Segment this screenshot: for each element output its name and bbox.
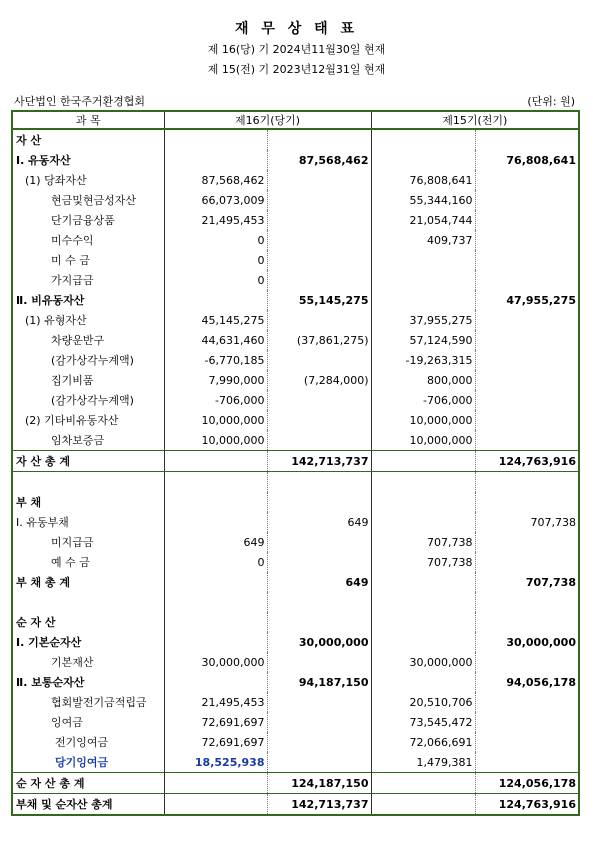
- current-detail-value: -6,770,185: [164, 350, 267, 370]
- table-row: [12, 472, 579, 493]
- account-label: 부 채 총 계: [16, 576, 70, 589]
- prior-detail-value: [371, 773, 475, 794]
- current-total-value: [267, 612, 371, 632]
- current-detail-value: 66,073,009: [164, 190, 267, 210]
- prior-detail-value: 1,479,381: [371, 752, 475, 773]
- current-detail-value: 10,000,000: [164, 410, 267, 430]
- table-row: [12, 290, 579, 310]
- prior-total-value: 30,000,000: [475, 632, 579, 652]
- current-detail-value: [164, 572, 267, 592]
- current-total-value: [267, 532, 371, 552]
- account-label: (1) 당좌자산: [25, 174, 87, 187]
- current-detail-value: 45,145,275: [164, 310, 267, 330]
- account-label: 집기비품: [51, 374, 94, 387]
- current-total-value: 649: [267, 512, 371, 532]
- table-row: [12, 732, 579, 752]
- account-label: 차량운반구: [51, 334, 105, 347]
- current-total-value: [267, 752, 371, 773]
- column-header-current: 제16기(당기): [164, 111, 371, 129]
- account-label: 미지급금: [51, 536, 94, 549]
- table-row: [12, 270, 579, 290]
- table-row: [12, 330, 579, 350]
- account-label-text: 당기잉여금: [55, 756, 109, 769]
- table-row: [12, 170, 579, 190]
- current-total-value: [267, 310, 371, 330]
- table-row: [12, 370, 579, 390]
- table-row: [12, 592, 579, 612]
- current-total-value: [267, 210, 371, 230]
- current-detail-value: -706,000: [164, 390, 267, 410]
- account-label: 순 자 산: [16, 616, 56, 629]
- account-label: 미수수익: [51, 234, 94, 247]
- current-total-value: 142,713,737: [267, 794, 371, 816]
- table-row: [12, 512, 579, 532]
- prior-detail-value: 57,124,590: [371, 330, 475, 350]
- table-row: [12, 692, 579, 712]
- current-total-value: [267, 270, 371, 290]
- account-label: (2) 기타비유동자산: [25, 414, 119, 427]
- account-label: [12, 592, 164, 612]
- current-detail-value: 0: [164, 230, 267, 250]
- current-total-value: 30,000,000: [267, 632, 371, 652]
- prior-detail-value: [371, 592, 475, 612]
- current-detail-value: [164, 451, 267, 472]
- unit-label: (단위: 원): [527, 95, 575, 108]
- current-total-value: [267, 430, 371, 451]
- current-detail-value: 72,691,697: [164, 712, 267, 732]
- prior-detail-value: 409,737: [371, 230, 475, 250]
- prior-detail-value: 72,066,691: [371, 732, 475, 752]
- prior-total-value: [475, 410, 579, 430]
- table-row: [12, 190, 579, 210]
- prior-detail-value: [371, 472, 475, 493]
- current-total-value: [267, 712, 371, 732]
- prior-total-value: [475, 390, 579, 410]
- account-label: 잉여금: [51, 716, 83, 729]
- prior-total-value: 124,056,178: [475, 773, 579, 794]
- table-row: [12, 612, 579, 632]
- prior-detail-value: [371, 632, 475, 652]
- prior-detail-value: 10,000,000: [371, 430, 475, 451]
- current-total-value: [267, 410, 371, 430]
- table-row: [12, 310, 579, 330]
- prior-total-value: [475, 592, 579, 612]
- account-label: [12, 472, 164, 493]
- table-row: [12, 390, 579, 410]
- prior-detail-value: [371, 270, 475, 290]
- prior-total-value: [475, 210, 579, 230]
- current-detail-value: 649: [164, 532, 267, 552]
- current-total-value: [267, 472, 371, 493]
- current-detail-value: [164, 492, 267, 512]
- current-total-value: [267, 129, 371, 150]
- current-detail-value: 0: [164, 250, 267, 270]
- prior-detail-value: 10,000,000: [371, 410, 475, 430]
- table-row: [12, 752, 579, 773]
- current-total-value: [267, 692, 371, 712]
- account-label: 순 자 산 총 계: [12, 773, 164, 794]
- current-detail-value: [164, 773, 267, 794]
- account-label: Ⅱ. 비유동자산: [16, 294, 85, 307]
- current-total-value: 649: [267, 572, 371, 592]
- table-row: [12, 150, 579, 170]
- current-detail-value: 0: [164, 270, 267, 290]
- current-detail-value: 44,631,460: [164, 330, 267, 350]
- prior-detail-value: 73,545,472: [371, 712, 475, 732]
- account-label: 예 수 금: [51, 556, 90, 569]
- current-detail-value: 87,568,462: [164, 170, 267, 190]
- prior-total-value: [475, 330, 579, 350]
- prior-detail-value: 55,344,160: [371, 190, 475, 210]
- table-row: [12, 350, 579, 370]
- current-detail-value: 7,990,000: [164, 370, 267, 390]
- prior-total-value: [475, 129, 579, 150]
- current-total-value: [267, 170, 371, 190]
- prior-total-value: [475, 370, 579, 390]
- statement-title: 재 무 상 태 표: [234, 21, 359, 37]
- prior-total-value: [475, 472, 579, 493]
- prior-detail-value: [371, 672, 475, 692]
- prior-detail-value: 800,000: [371, 370, 475, 390]
- prior-detail-value: [371, 290, 475, 310]
- prior-total-value: [475, 230, 579, 250]
- current-total-value: 55,145,275: [267, 290, 371, 310]
- current-detail-value: 21,495,453: [164, 210, 267, 230]
- current-total-value: 87,568,462: [267, 150, 371, 170]
- prior-detail-value: 707,738: [371, 552, 475, 572]
- prior-total-value: 124,763,916: [475, 794, 579, 816]
- prior-detail-value: [371, 794, 475, 816]
- prior-detail-value: 30,000,000: [371, 652, 475, 672]
- prior-total-value: [475, 250, 579, 270]
- prior-detail-value: [371, 512, 475, 532]
- prior-total-value: [475, 712, 579, 732]
- account-label: Ⅰ. 기본순자산: [16, 636, 82, 649]
- prior-total-value: 707,738: [475, 512, 579, 532]
- total-row: [12, 794, 579, 816]
- table-row: [12, 572, 579, 592]
- account-label: 가지급금: [51, 274, 94, 287]
- prior-detail-value: [371, 451, 475, 472]
- current-detail-value: [164, 290, 267, 310]
- current-total-value: [267, 390, 371, 410]
- account-label: 전기잉여금: [55, 736, 109, 749]
- current-total-value: (37,861,275): [267, 330, 371, 350]
- period-current: 제 16(당) 기 2024년11월30일 현재: [207, 43, 386, 56]
- prior-total-value: 76,808,641: [475, 150, 579, 170]
- current-total-value: [267, 250, 371, 270]
- prior-total-value: 94,056,178: [475, 672, 579, 692]
- column-header-prior: 제15기(전기): [371, 111, 579, 129]
- prior-total-value: [475, 170, 579, 190]
- current-detail-value: 21,495,453: [164, 692, 267, 712]
- prior-total-value: [475, 532, 579, 552]
- current-detail-value: 18,525,938: [164, 752, 267, 773]
- current-total-value: [267, 732, 371, 752]
- prior-detail-value: [371, 492, 475, 512]
- current-detail-value: [164, 150, 267, 170]
- table-row: [12, 230, 579, 250]
- account-label: (1) 유형자산: [25, 314, 87, 327]
- prior-detail-value: [371, 572, 475, 592]
- current-total-value: (7,284,000): [267, 370, 371, 390]
- account-label: Ⅰ. 유동부채: [16, 516, 69, 529]
- balance-sheet-table: [11, 110, 580, 816]
- table-row: [12, 430, 579, 451]
- prior-total-value: [475, 752, 579, 773]
- prior-total-value: 707,738: [475, 572, 579, 592]
- prior-total-value: 124,763,916: [475, 451, 579, 472]
- prior-detail-value: 76,808,641: [371, 170, 475, 190]
- prior-total-value: 47,955,275: [475, 290, 579, 310]
- account-label: Ⅱ. 보통순자산: [16, 676, 85, 689]
- prior-detail-value: 37,955,275: [371, 310, 475, 330]
- prior-total-value: [475, 430, 579, 451]
- total-row: [12, 773, 579, 794]
- current-total-value: [267, 492, 371, 512]
- prior-detail-value: [371, 150, 475, 170]
- current-detail-value: 10,000,000: [164, 430, 267, 451]
- prior-detail-value: 707,738: [371, 532, 475, 552]
- table-row: [12, 210, 579, 230]
- table-row: [12, 250, 579, 270]
- table-row: [12, 672, 579, 692]
- account-label: Ⅰ. 유동자산: [16, 154, 71, 167]
- account-label: 자 산 총 계: [12, 451, 164, 472]
- table-row: [12, 410, 579, 430]
- table-row: [12, 492, 579, 512]
- prior-detail-value: [371, 612, 475, 632]
- prior-total-value: [475, 612, 579, 632]
- current-detail-value: 72,691,697: [164, 732, 267, 752]
- table-row: [12, 632, 579, 652]
- prior-detail-value: -706,000: [371, 390, 475, 410]
- prior-total-value: [475, 190, 579, 210]
- current-total-value: [267, 350, 371, 370]
- current-detail-value: [164, 472, 267, 493]
- account-label: 부채 및 순자산 총계: [12, 794, 164, 816]
- account-label: (감가상각누계액): [51, 394, 134, 407]
- account-label: 협회발전기금적립금: [51, 696, 147, 709]
- current-detail-value: [164, 512, 267, 532]
- table-row: [12, 552, 579, 572]
- prior-detail-value: [371, 129, 475, 150]
- current-detail-value: [164, 632, 267, 652]
- current-detail-value: [164, 672, 267, 692]
- table-header-row: [12, 111, 579, 129]
- account-label: 미 수 금: [51, 254, 90, 267]
- account-label: 현금및현금성자산: [51, 194, 137, 207]
- prior-total-value: [475, 270, 579, 290]
- prior-detail-value: [371, 250, 475, 270]
- prior-detail-value: 21,054,744: [371, 210, 475, 230]
- account-label: 임차보증금: [51, 434, 105, 447]
- current-total-value: [267, 652, 371, 672]
- prior-total-value: [475, 652, 579, 672]
- account-label: [12, 752, 164, 773]
- prior-total-value: [475, 350, 579, 370]
- current-detail-value: 0: [164, 552, 267, 572]
- prior-total-value: [475, 310, 579, 330]
- current-detail-value: [164, 794, 267, 816]
- current-detail-value: 30,000,000: [164, 652, 267, 672]
- current-total-value: 124,187,150: [267, 773, 371, 794]
- current-total-value: [267, 592, 371, 612]
- current-detail-value: [164, 592, 267, 612]
- table-row: [12, 652, 579, 672]
- current-total-value: [267, 230, 371, 250]
- current-detail-value: [164, 129, 267, 150]
- current-total-value: 94,187,150: [267, 672, 371, 692]
- prior-detail-value: 20,510,706: [371, 692, 475, 712]
- account-label: 자 산: [16, 134, 42, 147]
- current-total-value: [267, 552, 371, 572]
- prior-total-value: [475, 692, 579, 712]
- column-header-account: 과 목: [12, 111, 164, 129]
- account-label: (감가상각누계액): [51, 354, 134, 367]
- table-row: [12, 712, 579, 732]
- current-total-value: [267, 190, 371, 210]
- account-label: 부 채: [16, 496, 42, 509]
- total-row: [12, 451, 579, 472]
- current-total-value: 142,713,737: [267, 451, 371, 472]
- account-label: 기본재산: [51, 656, 94, 669]
- organization-name: 사단법인 한국주거환경협회: [14, 95, 146, 108]
- current-detail-value: [164, 612, 267, 632]
- prior-total-value: [475, 552, 579, 572]
- prior-total-value: [475, 492, 579, 512]
- prior-detail-value: -19,263,315: [371, 350, 475, 370]
- table-row: [12, 129, 579, 150]
- table-row: [12, 532, 579, 552]
- period-prior: 제 15(전) 기 2023년12월31일 현재: [207, 63, 386, 76]
- account-label: 단기금융상품: [51, 214, 115, 227]
- prior-total-value: [475, 732, 579, 752]
